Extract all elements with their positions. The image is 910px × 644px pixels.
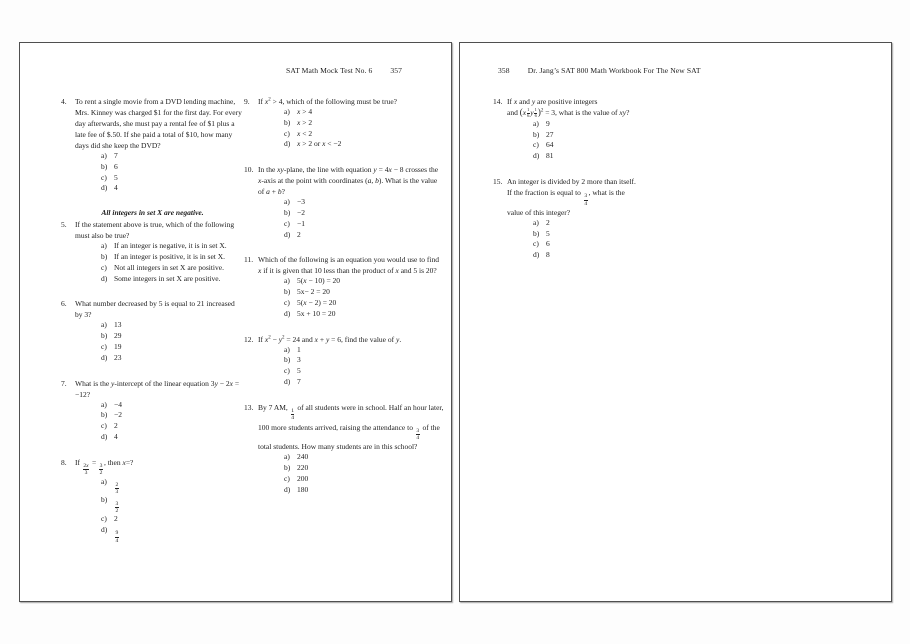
question-number: 14. — [493, 97, 503, 106]
option-label: c) — [101, 341, 107, 351]
option-text: 5x− 2 = 20 — [297, 287, 330, 297]
option-label: d) — [284, 376, 291, 386]
question-text: What is the y-intercept of the linear equation 3y − 2x = −12? — [75, 378, 240, 399]
option-label: c) — [284, 473, 290, 483]
question-text: Which of the following is an equation you would use to find x if it is given that 10 less than the product of x and 5 is 20? — [258, 255, 440, 276]
question-number: 5. — [61, 220, 67, 230]
option-b — [101, 331, 244, 342]
option-label: a) — [284, 344, 290, 354]
option-text: 27 — [546, 129, 554, 139]
right-page-column-1 — [493, 96, 705, 275]
page-header-right — [498, 66, 701, 75]
question-8 — [61, 457, 244, 544]
option-b — [284, 208, 444, 219]
option-d — [533, 151, 705, 162]
question-4 — [61, 96, 244, 194]
answer-options — [284, 452, 444, 495]
option-text: 2 — [546, 217, 550, 227]
option-text: 3 — [297, 355, 301, 365]
option-text: 64 — [546, 140, 554, 150]
question-6 — [61, 298, 244, 363]
answer-options — [101, 320, 244, 363]
option-label: b) — [284, 355, 291, 365]
option-label: c) — [533, 140, 539, 150]
option-label: d) — [101, 352, 108, 362]
option-label: a) — [101, 476, 107, 486]
option-label: d) — [284, 484, 291, 494]
option-c — [101, 514, 244, 525]
option-d — [284, 485, 444, 496]
option-label: b) — [101, 331, 108, 341]
option-text: 4 — [114, 183, 118, 193]
option-text: 19 — [114, 341, 122, 351]
option-c — [101, 173, 244, 184]
option-c — [533, 239, 705, 250]
page-header-left — [286, 66, 402, 75]
question-text: If x and y are positive integers and (x $^{\frac{1}{6}}$ y $^{\frac{1}{6}}$ )$^2$ = 3, what is the value of xy? — [507, 97, 630, 118]
question-number: 4. — [61, 97, 67, 106]
option-label: c) — [101, 172, 107, 182]
option-text: 6 — [546, 239, 550, 249]
answer-options — [101, 151, 244, 194]
option-label: a) — [101, 241, 107, 251]
left-page-column-1 — [61, 96, 244, 558]
option-b — [101, 495, 244, 514]
option-a — [101, 151, 244, 162]
question-7 — [61, 378, 244, 443]
option-a — [284, 276, 444, 287]
option-text: 13 — [114, 320, 122, 330]
option-d — [101, 432, 244, 443]
option-a — [533, 218, 705, 229]
option-b — [101, 252, 244, 263]
option-d — [284, 139, 444, 150]
option-text: 5x + 10 = 20 — [297, 308, 336, 318]
option-c — [101, 342, 244, 353]
running-title: Dr. Jang’s SAT 800 Math Workbook For The New SAT — [527, 66, 701, 75]
option-a — [284, 452, 444, 463]
option-label: a) — [533, 118, 539, 128]
option-label: d) — [533, 250, 540, 260]
option-text: 5 — [297, 366, 301, 376]
question-15 — [493, 176, 705, 261]
question-text: An integer is divided by 2 more than itself. If the fraction is equal to $\frac{3}{4}$ , what is the value of this integer? — [507, 176, 636, 217]
option-text: 2 — [297, 229, 301, 239]
option-label: b) — [284, 207, 291, 217]
option-label: c) — [533, 239, 539, 249]
option-label: c) — [284, 366, 290, 376]
running-title: SAT Math Mock Test No. 6 — [286, 66, 373, 75]
answer-options — [284, 345, 444, 388]
option-text: 81 — [546, 151, 554, 161]
option-label: a) — [101, 320, 107, 330]
option-text: 180 — [297, 484, 309, 494]
option-d — [101, 274, 244, 285]
question-13 — [244, 402, 444, 496]
option-label: b) — [101, 161, 108, 171]
option-text: −2 — [297, 207, 305, 217]
answer-options — [101, 241, 244, 284]
option-label: b) — [101, 410, 108, 420]
option-text: 2 — [114, 514, 118, 524]
question-text: By 7 AM, $\frac{1}{4}$ of all students were in school. Half an hour later, 100 more students arrived, raising the attendance to $\frac{3}{4}$ of the total students. How many students are in this school? — [258, 402, 444, 452]
option-text: 23 — [114, 352, 122, 362]
question-text: To rent a single movie from a DVD lending machine, Mrs. Kinney was charged $1 for the first day. For every day afterwards, she must pay a rental fee of $1 plus a late fee of $.50. If she paid a total of $10, how many days did she keep the DVD? — [75, 97, 242, 150]
option-b — [284, 355, 444, 366]
option-text: 2 — [114, 421, 118, 431]
option-c — [284, 129, 444, 140]
option-text: 9 — [546, 118, 550, 128]
option-label: d) — [101, 431, 108, 441]
question-number: 8. — [61, 457, 67, 467]
option-b — [284, 118, 444, 129]
option-text: 240 — [297, 452, 309, 462]
question-number: 10. — [244, 165, 254, 175]
left-page-column-2 — [244, 96, 444, 510]
option-label: a) — [101, 399, 107, 409]
question-number: 15. — [493, 176, 503, 186]
question-12 — [244, 334, 444, 388]
option-label: d) — [101, 183, 108, 193]
option-a — [284, 197, 444, 208]
question-text: If the statement above is true, which of the following must also be true? — [75, 220, 235, 241]
page-number: 357 — [390, 66, 403, 75]
option-d — [101, 353, 244, 364]
option-d — [101, 525, 244, 544]
option-label: b) — [533, 129, 540, 139]
option-d — [101, 183, 244, 194]
option-b — [101, 162, 244, 173]
question-number: 7. — [61, 378, 67, 388]
option-c — [533, 140, 705, 151]
book-page-358 — [459, 42, 892, 602]
option-d — [284, 230, 444, 241]
option-label: c) — [284, 218, 290, 228]
option-text: $\frac{9}{4}$ — [115, 530, 119, 544]
page-number: 358 — [498, 66, 510, 75]
option-text: x < 2 — [297, 128, 313, 138]
option-text: 1 — [297, 344, 301, 354]
option-label: c) — [284, 128, 290, 138]
option-text: Not all integers in set X are positive. — [114, 262, 224, 272]
option-text: −4 — [114, 399, 122, 409]
option-text: 220 — [297, 463, 309, 473]
question-number: 9. — [244, 97, 250, 106]
option-label: c) — [101, 262, 107, 272]
option-a — [101, 241, 244, 252]
question-11 — [244, 254, 444, 319]
option-c — [284, 219, 444, 230]
question-text: In the xy-plane, the line with equation y = 4x − 8 crosses the x-axis at the point with coordinates (a, b). What is the value of a + b? — [258, 165, 439, 197]
option-label: d) — [101, 273, 108, 283]
question-9 — [244, 96, 444, 150]
option-text: 7 — [114, 151, 118, 160]
option-label: d) — [101, 524, 108, 534]
option-label: c) — [101, 514, 107, 524]
option-label: b) — [101, 251, 108, 261]
option-text: If an integer is positive, it is in set X. — [114, 251, 226, 261]
question-number: 11. — [244, 255, 254, 265]
question-text: If $x^2 > 4$, which of the following must be true? — [258, 97, 398, 106]
question-text: What number decreased by 5 is equal to 21 increased by 3? — [75, 299, 235, 320]
option-text: x > 2 or x < −2 — [297, 139, 342, 149]
option-label: a) — [101, 151, 107, 160]
question-text: If $x^2 - y^2 = 24$ and x + y = 6, find the value of y. — [258, 334, 402, 344]
option-b — [284, 463, 444, 474]
option-text: −3 — [297, 197, 305, 207]
option-label: a) — [533, 217, 539, 227]
option-label: b) — [284, 287, 291, 297]
answer-options — [533, 218, 705, 261]
option-text: 5 — [114, 172, 118, 182]
option-c — [284, 298, 444, 309]
question-number: 12. — [244, 334, 254, 344]
option-c — [101, 263, 244, 274]
option-a — [533, 119, 705, 130]
option-b — [101, 410, 244, 421]
option-a — [284, 107, 444, 118]
option-label: c) — [101, 421, 107, 431]
option-label: d) — [284, 229, 291, 239]
option-label: a) — [284, 276, 290, 286]
option-text: 6 — [114, 161, 118, 171]
option-text: x > 4 — [297, 107, 313, 116]
question-10 — [244, 164, 444, 240]
option-d — [284, 377, 444, 388]
answer-options — [284, 276, 444, 319]
option-text: $\frac{2}{3}$ — [115, 482, 119, 496]
book-page-357 — [19, 42, 452, 602]
question-5 — [61, 208, 244, 284]
question-number: 6. — [61, 299, 67, 309]
answer-options — [533, 119, 705, 162]
answer-options — [284, 107, 444, 150]
question-number: 13. — [244, 402, 254, 412]
option-text: 4 — [114, 431, 118, 441]
option-label: c) — [284, 297, 290, 307]
option-text: x > 2 — [297, 117, 313, 127]
option-label: d) — [284, 139, 291, 149]
option-c — [284, 474, 444, 485]
option-label: b) — [284, 117, 291, 127]
option-label: d) — [284, 308, 291, 318]
option-text: 29 — [114, 331, 122, 341]
question-text: If $\frac{2x}{3}$ = $\frac{3}{2}$ , then x=? — [75, 457, 134, 477]
option-label: b) — [284, 463, 291, 473]
option-d — [284, 309, 444, 320]
option-b — [284, 287, 444, 298]
option-a — [101, 400, 244, 411]
option-text: If an integer is negative, it is in set X. — [114, 241, 227, 251]
option-text: 200 — [297, 473, 309, 483]
option-d — [533, 250, 705, 261]
option-text: 5(x − 10) = 20 — [297, 276, 341, 286]
answer-options — [101, 400, 244, 443]
option-text: 7 — [297, 376, 301, 386]
option-text: 5(x − 2) = 20 — [297, 297, 337, 307]
option-label: b) — [533, 228, 540, 238]
option-b — [533, 229, 705, 240]
option-text: 5 — [546, 228, 550, 238]
answer-options — [101, 477, 244, 544]
option-label: a) — [284, 107, 290, 116]
option-text: −2 — [114, 410, 122, 420]
option-a — [101, 477, 244, 496]
option-text: $\frac{3}{2}$ — [115, 500, 119, 514]
question-14 — [493, 96, 705, 162]
set-statement: All integers in set X are negative. — [101, 208, 204, 218]
option-text: −1 — [297, 218, 305, 228]
option-a — [284, 345, 444, 356]
option-c — [101, 421, 244, 432]
option-a — [101, 320, 244, 331]
option-text: Some integers in set X are positive. — [114, 273, 221, 283]
option-label: d) — [533, 151, 540, 161]
option-c — [284, 366, 444, 377]
option-label: b) — [101, 495, 108, 505]
option-label: a) — [284, 197, 290, 207]
option-label: a) — [284, 452, 290, 462]
option-b — [533, 130, 705, 141]
answer-options — [284, 197, 444, 240]
option-text: 8 — [546, 250, 550, 260]
